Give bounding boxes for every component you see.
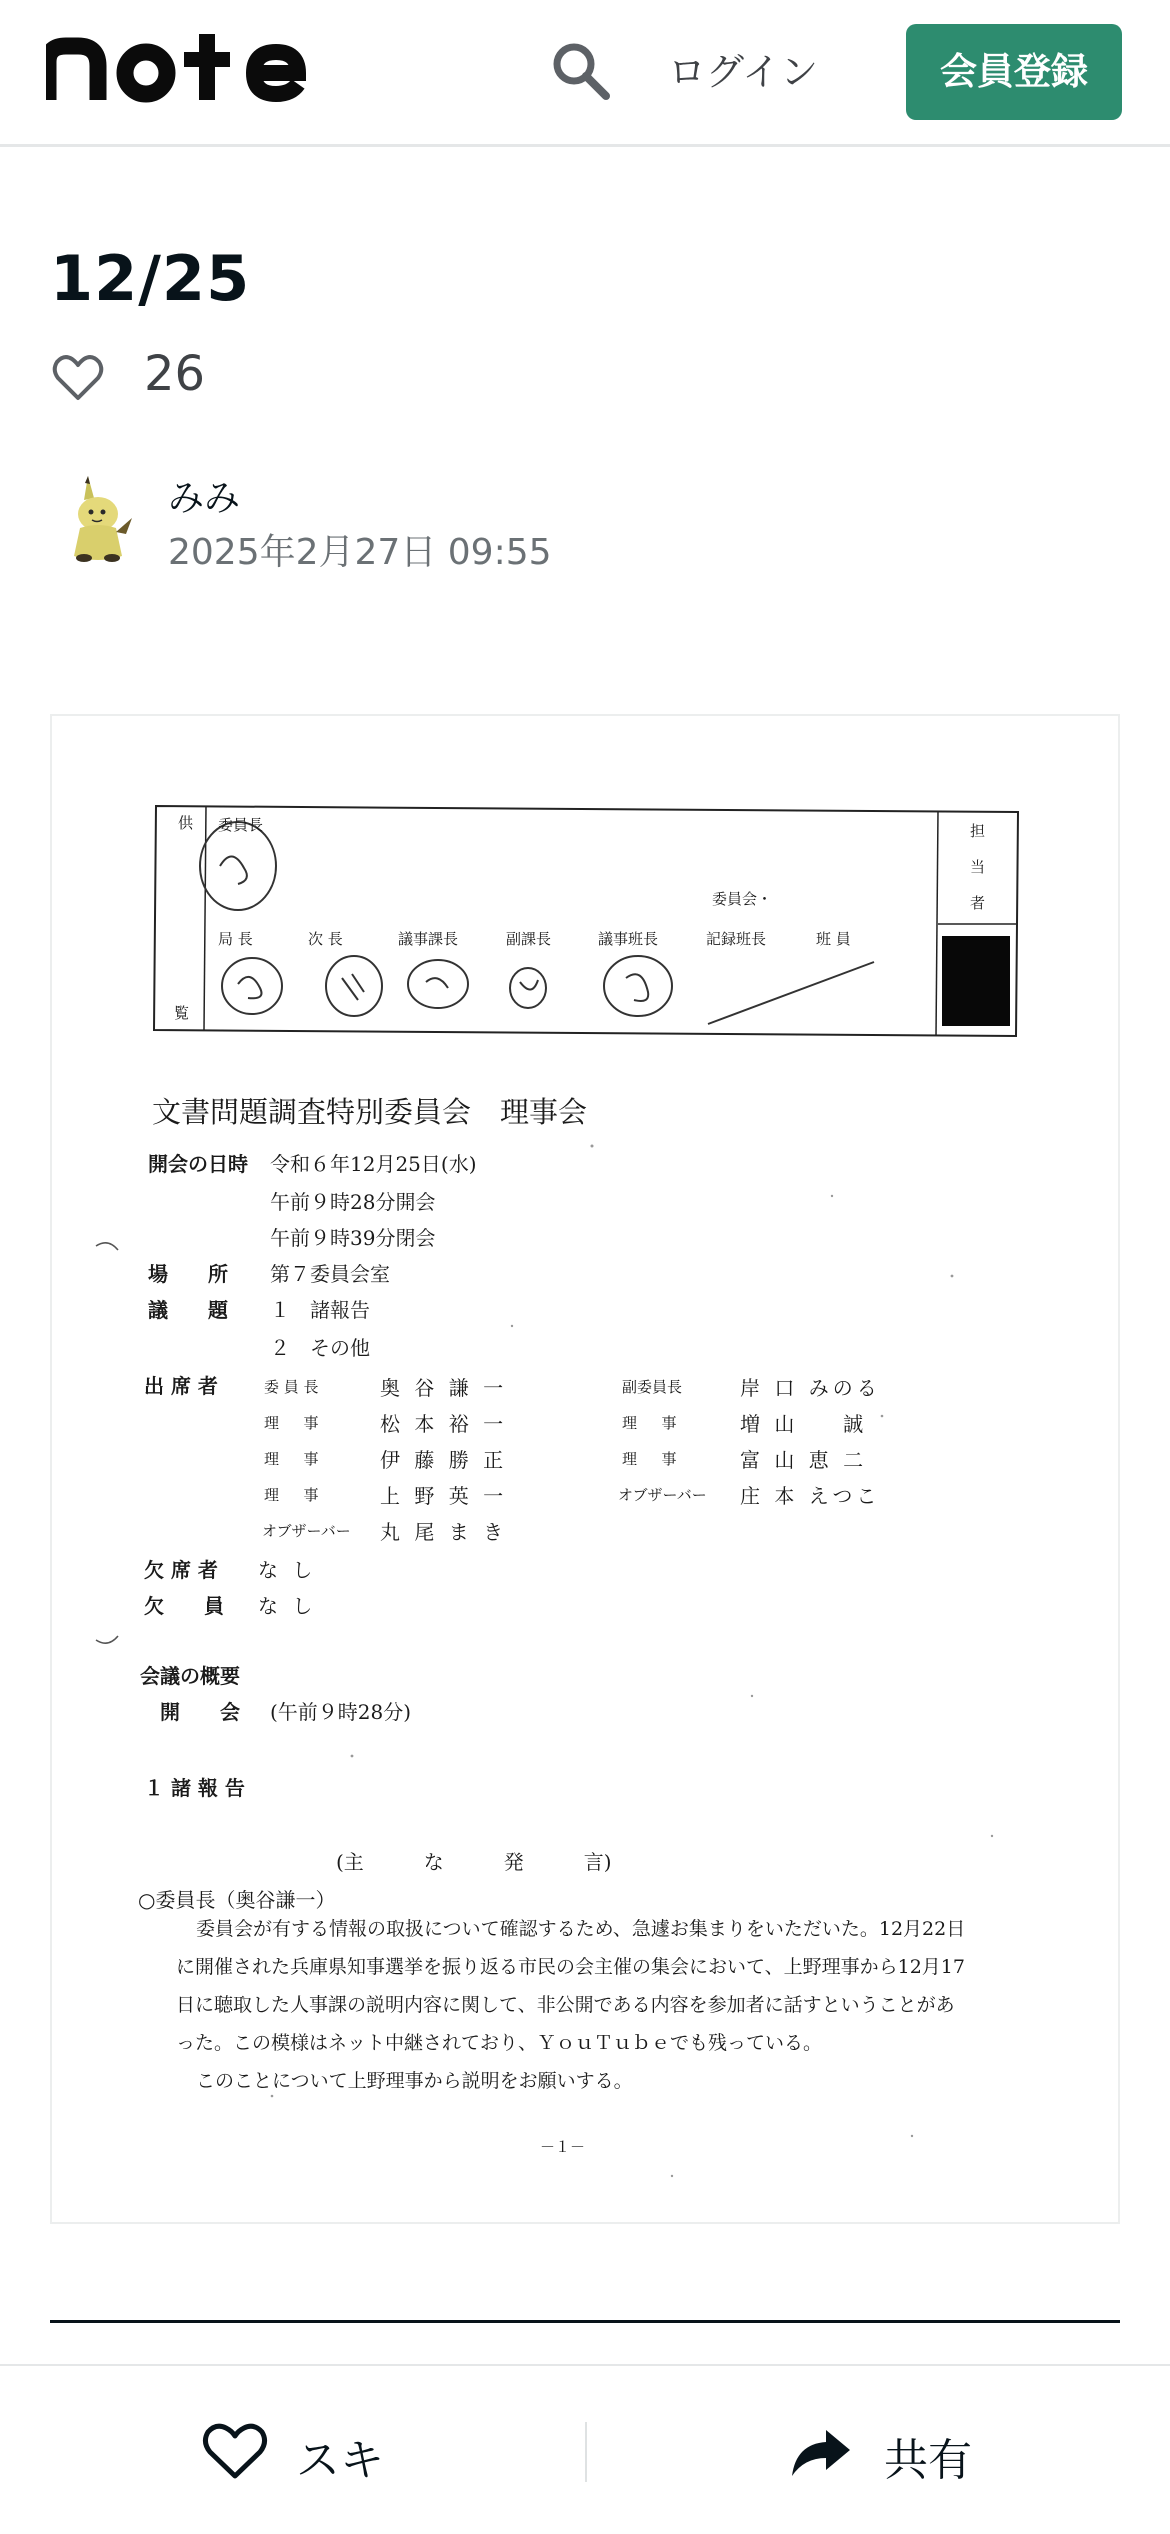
login-link[interactable]: ログイン	[668, 50, 819, 94]
summary-label: 会議の概要	[140, 1664, 240, 1688]
close-time: 午前９時39分閉会	[270, 1226, 436, 1250]
attendee-role: 理 事	[264, 1450, 319, 1468]
heart-icon[interactable]	[50, 350, 106, 406]
content-divider	[50, 2320, 1120, 2323]
attendee-role: オブザーバー	[618, 1486, 707, 1504]
attendees-label: 出 席 者	[144, 1374, 218, 1398]
scanned-document-image[interactable]	[50, 714, 1120, 2224]
stamp-view-label: 覧	[174, 1004, 190, 1022]
stamp-role: 次 長	[308, 930, 343, 948]
stamp-committee-prefix: 委員会・	[712, 890, 773, 908]
stamp-role: 議事課長	[398, 930, 459, 948]
attendee-role: 理 事	[622, 1450, 677, 1468]
agenda-item: ２ その他	[270, 1336, 370, 1360]
bottom-divider	[585, 2422, 587, 2482]
paragraph-line: に開催された兵庫県知事選挙を振り返る市民の会主催の集会において、上野理事から12月17	[176, 1956, 965, 1978]
place-value: 第７委員会室	[270, 1262, 390, 1286]
attendee-name: 奥 谷 謙 一	[380, 1376, 508, 1400]
document-title: 文書問題調査特別委員会 理事会	[152, 1095, 588, 1129]
stamp-supply-label: 供	[178, 814, 194, 832]
section-heading: １ 諸 報 告	[144, 1776, 245, 1800]
date-label: 開会の日時	[148, 1152, 248, 1176]
attendee-role: 理 事	[622, 1414, 677, 1432]
remarks-header: (主 な 発 言)	[336, 1850, 612, 1874]
attendee-name: 丸 尾 ま き	[380, 1520, 508, 1544]
like-count: 26	[144, 346, 206, 402]
stamp-chair-label: 委員長	[218, 816, 264, 834]
vacancy-value: な し	[258, 1594, 317, 1618]
open-time: 午前９時28分開会	[270, 1190, 436, 1214]
search-icon[interactable]	[548, 38, 614, 104]
stamp-role: 局 長	[218, 930, 253, 948]
stamp-role: 議事班長	[598, 930, 659, 948]
note-logo[interactable]	[46, 28, 346, 118]
paragraph-line: 日に聴取した人事課の説明内容に関して、非公開である内容を参加者に話すということがあ	[176, 1994, 955, 2016]
stamp-tanto: 担	[970, 822, 986, 840]
opening-label: 開 会	[160, 1700, 240, 1724]
attendee-role: 理 事	[264, 1486, 319, 1504]
paragraph-line: った。この模様はネット中継されており、ＹｏｕＴｕｂｅでも残っている。	[176, 2032, 823, 2054]
page-number: －１－	[540, 2138, 586, 2156]
signup-button[interactable]: 会員登録	[906, 24, 1122, 120]
attendee-role: 副委員長	[622, 1378, 683, 1396]
stamp-tanto: 当	[970, 858, 986, 876]
attendee-role: オブザーバー	[262, 1522, 351, 1540]
absent-label: 欠 席 者	[144, 1558, 218, 1582]
article-title: 12/25	[50, 242, 251, 315]
stamp-role: 記録班長	[706, 930, 767, 948]
paragraph-line: 委員会が有する情報の取扱について確認するため、急遽お集まりをいただいた。12月22日	[196, 1918, 966, 1940]
attendee-name: 松 本 裕 一	[380, 1412, 508, 1436]
share-arrow-icon	[790, 2428, 852, 2478]
attendee-role: 委 員 長	[264, 1378, 319, 1396]
agenda-label: 議 題	[148, 1298, 228, 1322]
author-block	[64, 472, 664, 572]
attendee-name: 上 野 英 一	[380, 1484, 508, 1508]
attendee-name: 伊 藤 勝 正	[380, 1448, 508, 1472]
share-label: 共有	[884, 2435, 972, 2486]
avatar[interactable]	[64, 472, 136, 564]
date-value: 令和６年12月25日(水)	[270, 1152, 477, 1176]
suki-label: スキ	[296, 2435, 384, 2486]
stamp-tanto: 者	[970, 894, 986, 912]
opening-time: (午前９時28分)	[270, 1700, 412, 1724]
stamp-role: 副課長	[506, 930, 552, 948]
header	[0, 0, 1170, 147]
speaker-label: ○委員長（奥谷謙一）	[138, 1888, 336, 1912]
heart-icon	[200, 2422, 270, 2482]
place-label: 場 所	[148, 1262, 228, 1286]
publish-date: 2025年2月27日 09:55	[168, 532, 552, 573]
attendee-name: 増 山 誠	[740, 1412, 868, 1436]
vacancy-label: 欠 員	[144, 1594, 224, 1618]
absent-value: な し	[258, 1558, 317, 1582]
stamp-role: 班 員	[816, 930, 851, 948]
bottom-action-bar	[0, 2364, 1170, 2534]
agenda-item: １ 諸報告	[270, 1298, 370, 1322]
paragraph-line: このことについて上野理事から説明をお願いする。	[196, 2070, 633, 2092]
author-name[interactable]: みみ	[168, 478, 241, 519]
attendee-name: 庄 本 えつこ	[740, 1484, 881, 1508]
suki-button[interactable]	[200, 2406, 460, 2496]
share-button[interactable]	[790, 2406, 1050, 2496]
attendee-name: 岸 口 みのる	[740, 1376, 881, 1400]
attendee-name: 富 山 恵 二	[740, 1448, 868, 1472]
attendee-role: 理 事	[264, 1414, 319, 1432]
